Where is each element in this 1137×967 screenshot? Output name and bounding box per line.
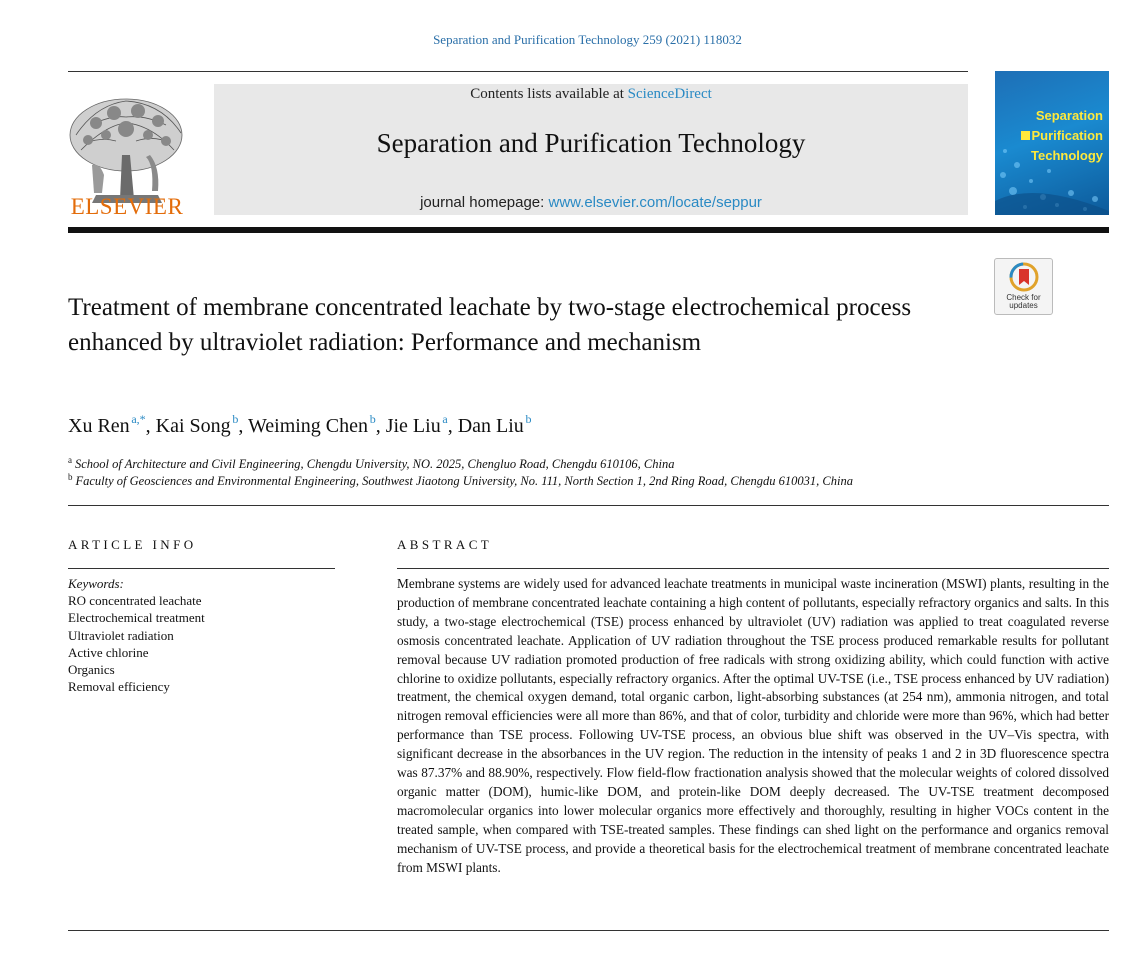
header-thick-divider <box>68 227 1109 233</box>
keyword-item: Active chlorine <box>68 644 149 660</box>
journal-cover[interactable] <box>995 71 1109 215</box>
article-title: Treatment of membrane concentrated leachate by two-stage electrochemical process enhanced by ultraviolet radiation: Performance and mechanism <box>68 294 912 356</box>
journal-citation[interactable]: Separation and Purification Technology 259 (2021) 118032 <box>433 32 742 47</box>
top-divider <box>68 71 968 72</box>
homepage-link[interactable]: www.elsevier.com/locate/seppur <box>548 194 762 211</box>
author-affiliation-mark[interactable]: a <box>442 412 448 426</box>
author-name[interactable]: Dan Liu <box>457 415 524 437</box>
author-list: Xu Ren $^{a,*}$, Kai Song $^b$, Weiming Chen $^b$, Jie Liu $^a$, Dan Liu $^b$ <box>68 412 532 437</box>
cover-line-1: Separation <box>1035 108 1103 123</box>
cover-title <box>1021 106 1103 166</box>
journal-title[interactable]: Separation and Purification Technology <box>376 128 806 158</box>
homepage-line <box>214 194 968 211</box>
bottom-divider <box>68 930 1109 931</box>
author-affiliation-mark[interactable]: b <box>232 412 239 426</box>
cover-line-3: Technology <box>1031 148 1103 163</box>
keywords-label: Keywords: <box>68 576 124 591</box>
affiliation-mark: b <box>68 472 73 482</box>
keywords-list <box>68 575 205 695</box>
affiliation-a <box>68 455 674 472</box>
author-name[interactable]: Jie Liu <box>385 415 441 437</box>
author-name[interactable]: Xu Ren <box>68 415 130 437</box>
author-name[interactable]: Weiming Chen <box>247 415 369 437</box>
abstract-heading: ABSTRACT <box>397 537 493 552</box>
affiliation-b <box>68 472 853 489</box>
sciencedirect-link[interactable]: ScienceDirect <box>627 86 712 102</box>
article-info-divider <box>68 568 335 569</box>
affiliation-text: Faculty of Geosciences and Environmental Engineering, Southwest Jiaotong University, No. 111, North Section 1, 2nd Ring Road, Chengdu 610031, China <box>75 474 853 488</box>
abstract-divider <box>397 568 1109 569</box>
affiliation-text: School of Architecture and Civil Engineering, Chengdu University, NO. 2025, Chengluo Road, Chengdu 610106, China <box>75 457 675 471</box>
affiliation-mark: a <box>68 455 72 465</box>
article-info-heading: ARTICLE INFO <box>68 537 197 552</box>
check-for-updates-label: Check for updates <box>1006 293 1041 310</box>
author-affiliation-mark[interactable]: b <box>369 412 376 426</box>
bookmark-icon <box>1009 262 1039 292</box>
keyword-item: Removal efficiency <box>68 679 170 695</box>
author-name[interactable]: Kai Song <box>155 415 231 437</box>
contents-line <box>214 86 968 103</box>
homepage-prefix: journal homepage: <box>420 194 545 211</box>
section-divider <box>68 505 1109 506</box>
keyword-item: Ultraviolet radiation <box>68 627 174 643</box>
abstract-text: Membrane systems are widely used for advanced leachate treatments in municipal waste incineration (MSWI) plants, resulting in the production of membrane concentrated leachate containing a high content of pollutants, especially refractory organics and salts. In this study, a two-stage electrochemical (TSE) process enhanced by ultraviolet (UV) radiation was applied to treat coagulated reverse osmosis concentrated leachate. Application of UV radiation throughout the TSE process produced remarkable results for pollutant removal because UV radiation promoted production of free radicals with strong oxidizing ability, which could function with active chlorine to oxidize pollutants, especially refractory organics. After the optimal UV-TSE (i.e., TSE process enhanced by UV radiation) treatment, the chemical oxygen demand, total organic carbon, light-absorbing substances (at 254 nm), ammonia nitrogen, and total nitrogen removal efficiencies were all more than 86%, and that of color, turbidity and chloride were more than 96%, which had better performance than TSE process. Following UV-TSE process, an obvious blue shift was observed in the UV–Vis spectra, with significant decrease in the absorbances in the UV region. The reduction in the intensity of peaks 1 and 2 in 3D fluorescence spectra was 87.37% and 88.90%, respectively. Flow field-flow fractionation analysis showed that the molecular weights of colored dissolved organic matter (DOM), humic-like DOM, and protein-like DOM deeply decreased. The UV-TSE treatment decomposed macromolecular organics into lower molecular organics more effectively and thoroughly, resulting in higher VOCs content in the treated sample, when compared with TSE-treated samples. These findings can shed light on the performance and organics removal mechanism of UV-TSE process, and provide a theoretical basis for the electrochemical treatment of membrane concentrated leachate from MSWI plants. <box>397 576 1109 875</box>
contents-prefix: Contents lists available at <box>470 86 624 102</box>
journal-banner <box>214 84 968 215</box>
author-affiliation-mark[interactable]: b <box>525 412 532 426</box>
keyword-item: Electrochemical treatment <box>68 610 205 626</box>
cover-line-2: Purification <box>1021 126 1103 146</box>
author-affiliation-mark[interactable]: a,* <box>131 412 146 426</box>
elsevier-wordmark[interactable]: ELSEVIER <box>70 194 184 219</box>
keyword-item: RO concentrated leachate <box>68 593 202 609</box>
keyword-item: Organics <box>68 662 115 678</box>
check-for-updates-button[interactable] <box>994 258 1053 315</box>
